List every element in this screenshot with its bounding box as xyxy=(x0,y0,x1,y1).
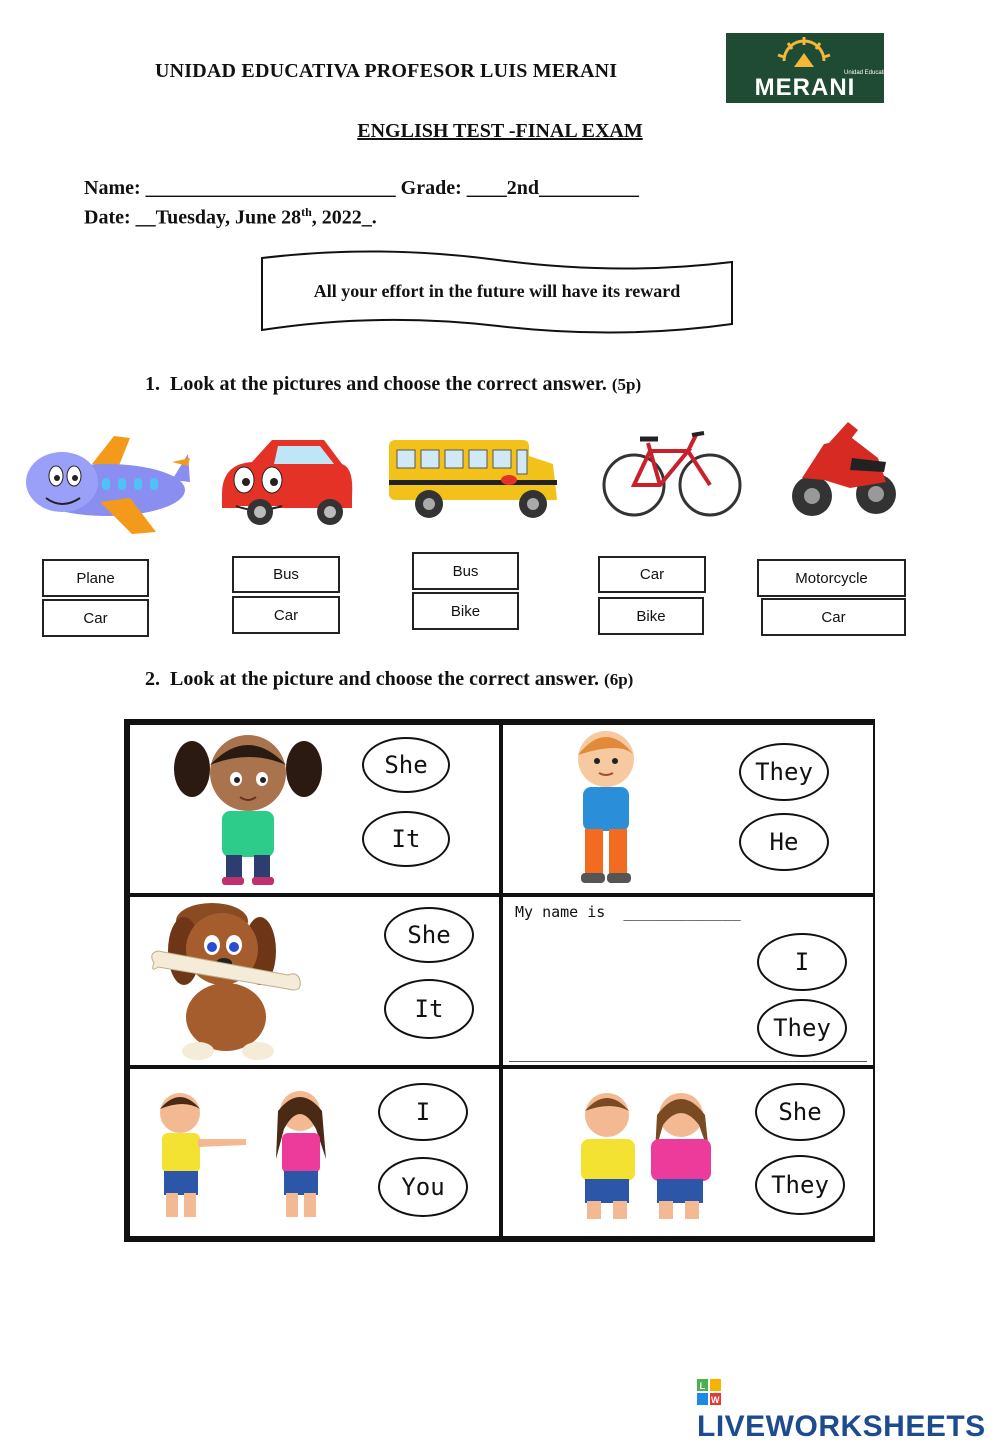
motorcycle-picture xyxy=(788,418,900,522)
q2-pointing-option-you[interactable]: You xyxy=(378,1157,468,1217)
logo-wordmark: MERANI xyxy=(754,74,856,101)
q1-motorcycle-option-car[interactable]: Car xyxy=(761,598,906,636)
question-2-title: 2. Look at the picture and choose the correct answer. (6p) xyxy=(145,668,634,690)
plane-picture xyxy=(22,432,192,544)
date-line: Date: __Tuesday, June 28th, 2022_. xyxy=(84,205,377,229)
q2-children-option-she[interactable]: She xyxy=(755,1083,845,1141)
grid-cell-boy xyxy=(501,723,875,895)
q2-girl-option-she[interactable]: She xyxy=(362,737,450,793)
school-logo xyxy=(726,33,892,103)
q1-plane-option-plane[interactable]: Plane xyxy=(42,559,149,597)
q2-pointing-option-i[interactable]: I xyxy=(378,1083,468,1141)
boy-picture xyxy=(561,727,651,889)
q1-motorcycle-option-motorcycle[interactable]: Motorcycle xyxy=(757,559,906,597)
liveworksheets-logo xyxy=(697,1376,1000,1444)
q1-bus-option-bus[interactable]: Bus xyxy=(412,552,519,590)
my-name-prompt: My name is _____________ xyxy=(515,903,741,921)
svg-text:W: W xyxy=(711,1395,720,1405)
liveworksheets-wordmark: LIVEWORKSHEETS xyxy=(697,1410,986,1443)
pronoun-grid xyxy=(124,719,875,1242)
bus-picture xyxy=(387,436,563,522)
exam-title: ENGLISH TEST -FINAL EXAM xyxy=(357,120,643,142)
q1-plane-option-car[interactable]: Car xyxy=(42,599,149,637)
grid-cell-dog xyxy=(128,895,501,1067)
logo-subtitle: Unidad Educativa xyxy=(844,70,892,76)
divider xyxy=(509,1061,867,1062)
q2-dog-option-she[interactable]: She xyxy=(384,907,474,963)
q2-myname-option-they[interactable]: They xyxy=(757,999,847,1057)
motto-text: All your effort in the future will have its reward xyxy=(313,281,681,301)
q1-car-option-car[interactable]: Car xyxy=(232,596,340,634)
grid-cell-girl xyxy=(128,723,501,895)
q2-boy-option-he[interactable]: He xyxy=(739,813,829,871)
name-grade-line: Name: _________________________ Grade: ____2nd__________ xyxy=(84,177,639,199)
car-picture xyxy=(212,434,357,529)
school-name: UNIDAD EDUCATIVA PROFESOR LUIS MERANI xyxy=(155,60,618,82)
grid-cell-my-name xyxy=(501,895,875,1067)
question-1-title: 1. Look at the pictures and choose the correct answer. (5p) xyxy=(145,373,642,395)
grid-cell-pointing xyxy=(128,1067,501,1238)
bike-picture xyxy=(600,425,744,519)
dog-picture xyxy=(148,901,318,1063)
q2-myname-option-i[interactable]: I xyxy=(757,933,847,991)
boy-pointing-at-girl-picture xyxy=(150,1089,340,1225)
girl-picture xyxy=(170,729,326,887)
svg-text:L: L xyxy=(699,1381,706,1391)
liveworksheets-icon xyxy=(697,1379,721,1405)
q1-bike-option-car[interactable]: Car xyxy=(598,556,706,593)
q1-bus-option-bike[interactable]: Bike xyxy=(412,592,519,630)
q2-children-option-they[interactable]: They xyxy=(755,1155,845,1215)
q2-girl-option-it[interactable]: It xyxy=(362,811,450,867)
q1-car-option-bus[interactable]: Bus xyxy=(232,556,340,593)
two-children-picture xyxy=(555,1089,747,1223)
grid-cell-two-children xyxy=(501,1067,875,1238)
q1-bike-option-bike[interactable]: Bike xyxy=(598,597,704,635)
q2-dog-option-it[interactable]: It xyxy=(384,979,474,1039)
q2-boy-option-they[interactable]: They xyxy=(739,743,829,801)
